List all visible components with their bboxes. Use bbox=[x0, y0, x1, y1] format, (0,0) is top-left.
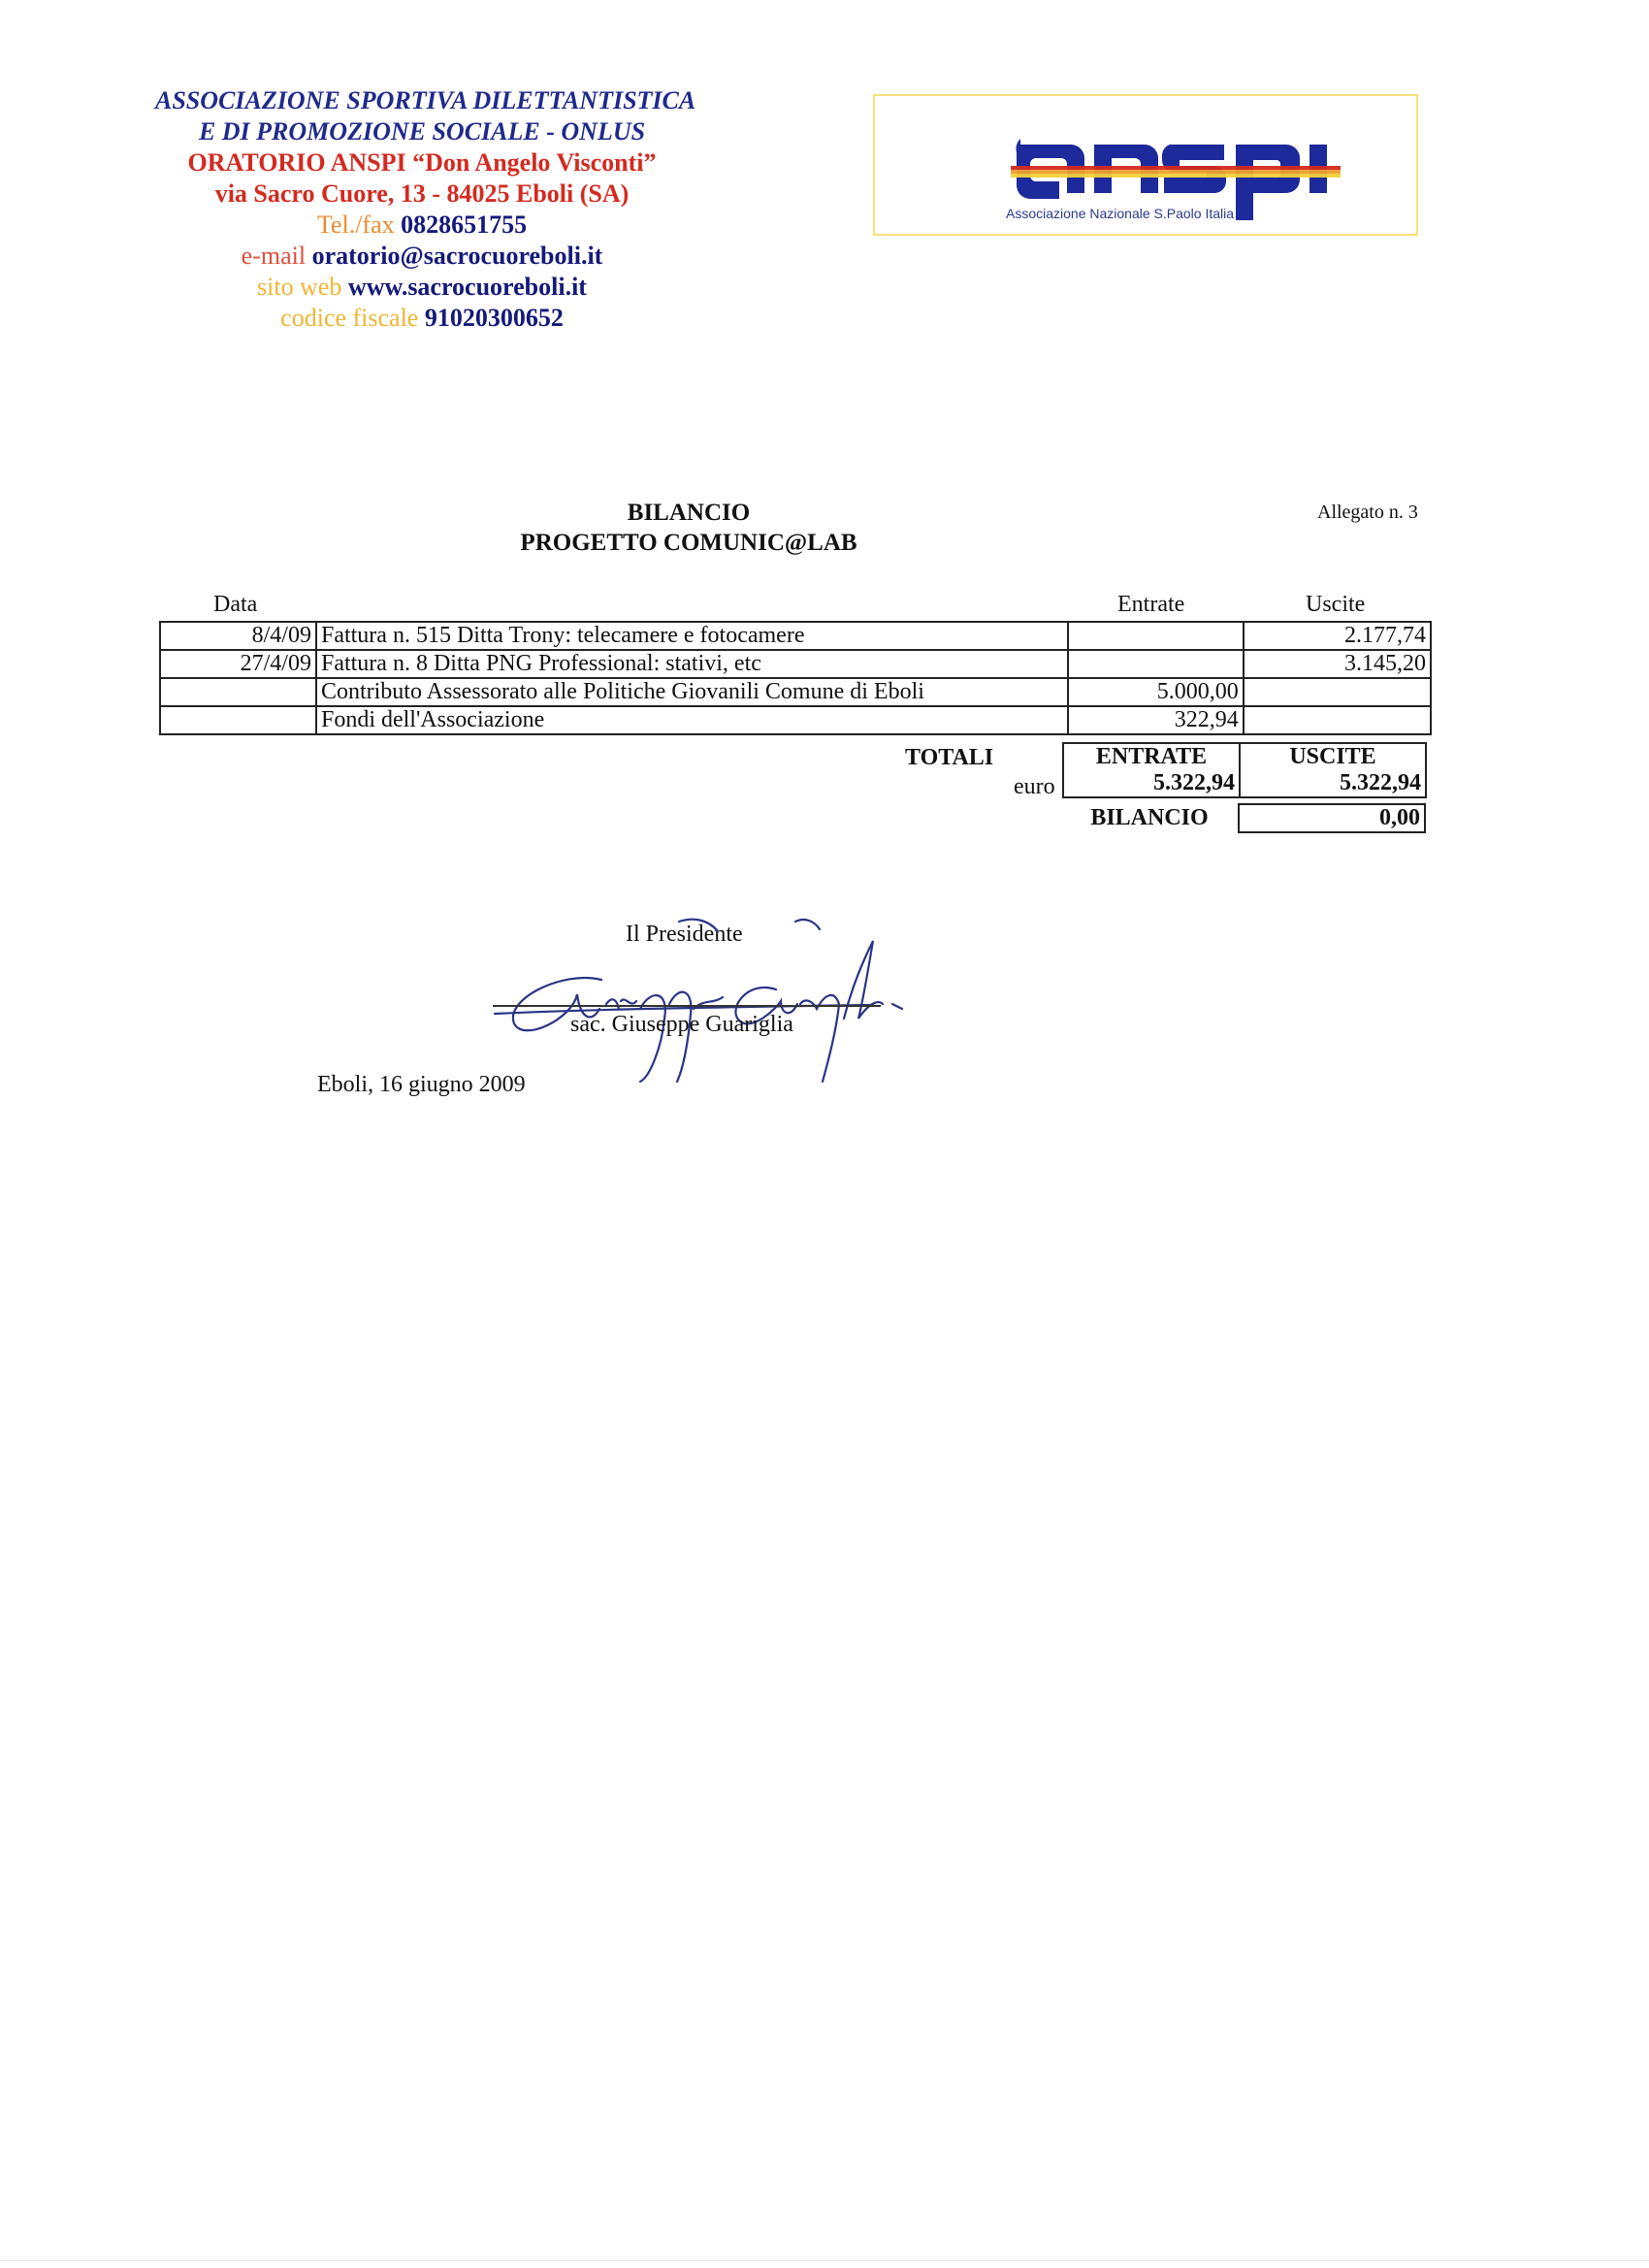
cf-value: 91020300652 bbox=[424, 304, 564, 332]
table-row bbox=[160, 650, 1431, 678]
row-date: 27/4/09 bbox=[160, 650, 316, 678]
row-description: Fondi dell'Associazione bbox=[316, 706, 1068, 734]
row-date: 8/4/09 bbox=[160, 622, 316, 650]
cf-line bbox=[155, 303, 689, 334]
scan-edge-divider bbox=[0, 2260, 1649, 2261]
table-row bbox=[160, 678, 1431, 706]
web-value: www.sacrocuoreboli.it bbox=[347, 273, 587, 301]
tel-line bbox=[155, 210, 689, 241]
row-entrate: 322,94 bbox=[1068, 706, 1244, 734]
row-uscite bbox=[1244, 706, 1431, 734]
header-date: Data bbox=[213, 592, 258, 617]
row-entrate: 5.000,00 bbox=[1068, 678, 1244, 706]
signer-role: Il Presidente bbox=[626, 922, 743, 947]
row-description: Fattura n. 515 Ditta Trony: telecamere e fotocamere bbox=[316, 622, 1068, 650]
header-uscite: Uscite bbox=[1306, 592, 1366, 617]
row-entrate bbox=[1068, 650, 1244, 678]
signature-line bbox=[493, 1005, 881, 1007]
tel-label: Tel./fax bbox=[316, 211, 395, 239]
letterhead bbox=[155, 85, 696, 334]
logo-subtitle: Associazione Nazionale S.Paolo Italia bbox=[1006, 206, 1235, 221]
signer-name: sac. Giuseppe Guariglia bbox=[570, 1012, 793, 1037]
row-date bbox=[160, 706, 316, 734]
row-uscite bbox=[1244, 678, 1431, 706]
web-line bbox=[155, 272, 689, 303]
balance-value: 0,00 bbox=[1238, 803, 1426, 833]
row-description: Contributo Assessorato alle Politiche Giovanili Comune di Eboli bbox=[316, 678, 1068, 706]
place-and-date: Eboli, 16 giugno 2009 bbox=[317, 1072, 526, 1097]
anspi-logo bbox=[873, 94, 1418, 236]
row-description: Fattura n. 8 Ditta PNG Professional: stativi, etc bbox=[316, 650, 1068, 678]
totals-out-label: USCITE bbox=[1240, 743, 1426, 770]
cf-label: codice fiscale bbox=[280, 304, 419, 332]
totals-label: TOTALI bbox=[905, 745, 994, 770]
oratorio-name: ORATORIO ANSPI “Don Angelo Visconti” bbox=[187, 148, 657, 177]
totals-table bbox=[1062, 742, 1427, 798]
email-line bbox=[155, 241, 689, 272]
row-entrate bbox=[1068, 622, 1244, 650]
title-line2: PROGETTO COMUNIC@LAB bbox=[520, 530, 857, 556]
totals-value-row bbox=[1063, 770, 1426, 797]
row-uscite: 3.145,20 bbox=[1244, 650, 1431, 678]
totals-in-value: 5.322,94 bbox=[1063, 770, 1240, 797]
attachment-label: Allegato n. 3 bbox=[1317, 502, 1418, 523]
ledger-table bbox=[159, 621, 1432, 735]
address: via Sacro Cuore, 13 - 84025 Eboli (SA) bbox=[214, 179, 630, 208]
totals-header-row bbox=[1063, 743, 1426, 770]
web-label: sito web bbox=[257, 273, 342, 301]
totals-out-value: 5.322,94 bbox=[1240, 770, 1426, 797]
table-row bbox=[160, 622, 1431, 650]
email-value: oratorio@sacrocuoreboli.it bbox=[311, 242, 603, 270]
balance-label: BILANCIO bbox=[1090, 805, 1209, 830]
handwritten-signature bbox=[485, 912, 931, 1086]
tel-value: 0828651755 bbox=[401, 211, 528, 239]
association-name-line1: ASSOCIAZIONE SPORTIVA DILETTANTISTICA bbox=[155, 86, 696, 114]
row-date bbox=[160, 678, 316, 706]
row-uscite: 2.177,74 bbox=[1244, 622, 1431, 650]
document-title bbox=[446, 498, 931, 558]
title-line1: BILANCIO bbox=[627, 500, 751, 526]
table-row bbox=[160, 706, 1431, 734]
header-entrate: Entrate bbox=[1117, 592, 1185, 617]
totals-in-label: ENTRATE bbox=[1063, 743, 1240, 770]
email-label: e-mail bbox=[241, 242, 307, 270]
association-name-line2: E DI PROMOZIONE SOCIALE - ONLUS bbox=[198, 117, 646, 146]
currency-label: euro bbox=[1014, 774, 1055, 799]
